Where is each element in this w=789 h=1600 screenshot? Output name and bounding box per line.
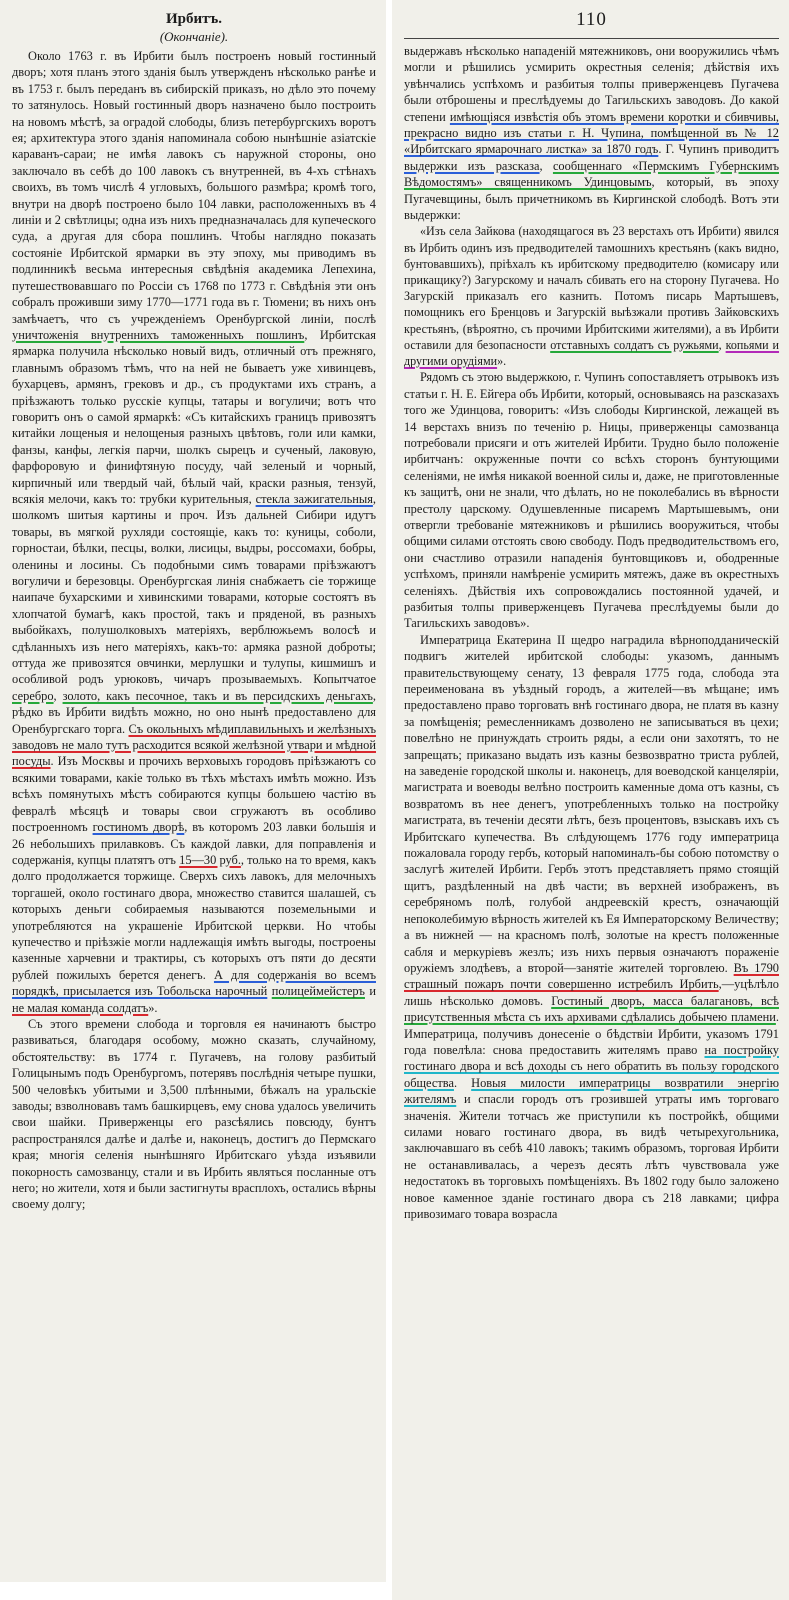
- paragraph-ekaterina: Императрица Екатерина II щедро наградила вѣрноподданическій подвигъ жителей ирбитской слободы: указомъ, даннымъ правительствующему сенату, 13 февраля 1775 года, слобода эта переименована въ уѣздный городъ, а жителей—въ мѣщане; имъ предоставлено право торговать внѣ гостинаго двора, не платя въ казну за помѣщенія; ремесленникамъ дозволено не записываться въ цехи; повелѣно не принуждать строить ряды, а если они захотятъ, то не запрещать; приказано выдать изъ казны безвозвратно триста рублей, на заведеніе городской школы и. наконецъ, для воеводской канцеляріи, магистрата и воеводы велѣно построить каменные дома отъ казны, съ возвратомъ въ нее денегъ, употребленныхъ только на постройку магистрата, въ теченіи десяти лѣтъ, безъ процентовъ, взыскавъ ихъ съ Ирбитскаго купечества. Въ слѣдующемъ 1776 году императрица пожаловала городу гербъ, который напоминалъ-бы собою потомству о заслугѣ жителей Ирбити. Гербъ этотъ представляетъ прямо стоящій щитъ, раздѣленный на двѣ части; въ верхней изображенъ, въ серебряномъ полѣ, голубой андреевскій крестъ, означающій непоколебимую вѣрность жителей къ Ея Императорскому Величеству; а въ нижней — на красномъ полѣ, золотые на крестъ положенные сабля и меркуріевъ жезлъ; изъ нихъ первыя означаютъ пораженіе оружіемъ злодѣевъ, а второй—занятіе жителей торговлею. Въ 1790 страшный пожаръ почти совершенно истребилъ Ирбить,—уцѣлѣло лишь нѣсколько домовъ. Гостиный дворъ, масса балагановъ, всѣ присутственныя мѣста съ ихъ архивами сдѣлались добычею пламени. Императрица, получивъ донесеніе о бѣдствіи Ирбити, указомъ 1791 года повелѣла: снова предоставить жителямъ право на постройку гостинаго двора и всѣ доходы съ него обратить въ пользу городского общества. Новыя милости императрицы возвратили энергію жителямъ и спасли городъ отъ грозившей утраты имъ торговаго значенія. Жители тотчасъ же приступили къ постройкѣ, общими силами новаго гостинаго двора, въ видѣ четырехугольника, заключавшаго въ себѣ 410 лавокъ; такимъ образомъ, торговая Ирбити не останавливалась, а черезъ десять лѣтъ чувствовала уже недостатокъ въ торговыхъ помѣщеніяхъ. Въ 1802 году было заложено новое каменное зданіе гостинаго двора съ 218 лавками; цифра привозимаго товара возрасла: [404, 632, 779, 1222]
- highlight-rebuild-rights: на постройку гостинаго двора и всѣ доходы съ него обратить въ пользу городского общества: [404, 1042, 779, 1090]
- highlight-customs-abolition: уничтоженія внутреннихъ таможенныхъ пошлинъ: [12, 327, 305, 342]
- highlight-order-keeping: А для содержанія во всемъ порядкѣ, присылается изъ Тобольска нарочный: [12, 967, 376, 999]
- paragraph-pugachev: Съ этого времени слобода и торговля ея начинаютъ быстро развиваться, благодаря особому, можно сказать, случайному, обстоятельству: въ 1774 г. Пугачевъ, на голову разбитый Голицынымъ подъ Оренбургомъ, потерявъ послѣднія четыре пушки, 500 человѣкъ убитыми и 3,500 плѣнными, бѣжалъ на уральскіе заводы; взволновавъ тамъ башкирцевъ, ему снова удалось увеличить свои шайки. Приверженцы его разсѣялись повсюду, бунтъ распространялся далѣе и далѣе и, наконецъ, достигъ до Пермскаго края; многія селенія нынѣшняго Ирбитскаго уѣзда изъявили покорность самозванцу, стали и въ Ирбить являться посланные отъ него; но жители, хотя и были застигнуты врасплохъ, остались вѣрны своему долгу;: [12, 1016, 376, 1212]
- highlight-gold: золото, какъ песочное, такъ и въ персидскихъ деньгахъ: [62, 688, 373, 703]
- highlight-fire-1790: Въ 1790 страшный пожаръ почти совершенно истребилъ Ирбить: [404, 960, 779, 992]
- highlight-burning-glasses: стекла зажигательныя: [255, 491, 373, 506]
- highlight-police-master: полицеймейстеръ: [271, 984, 365, 999]
- highlight-gostiny-dvor: гостиномъ дворѣ: [92, 820, 185, 835]
- article-title: Ирбитъ.: [165, 11, 222, 27]
- highlight-chupin-article: имѣющіяся извѣстія объ этомъ времени коротки и сбивчивы, прекрасно видно изъ статьи г. Н. Чупина, помѣщенной въ № 12 «Ирбитскаго ярмарочнаго листка» за 1870 годъ: [404, 109, 780, 157]
- highlight-excerpts: выдержки изъ разсказа: [404, 158, 540, 173]
- paragraph-zaikovo-quote: «Изъ села Зайкова (находящагося въ 23 верстахъ отъ Ирбити) явился въ Ирбить одинъ изъ предводителей тамошнихъ крестьянъ (какъ видно, бунтовавшихъ), пріѣхалъ къ ирбитскому предводителю (комисару или прикащику?) Загурскому и началъ сбивать его на сторону Пугачева. Но Загурскій приказалъ его казнить. Потомъ писарь Мартышевъ, помощникъ его Бренцовъ и Загурскій выѣзжали противъ Зайковскихъ крестьянъ, (вѣроятно, съ прочими Ирбитскими жителями), а въ Ирбити оставили для безопасности отставныхъ солдатъ съ ружьями, копьями и другими орудіями».: [404, 224, 780, 369]
- highlight-udintsov: сообщеннаго «Пермскимъ Губернскимъ Вѣдомостямъ» священникомъ Удинцовымъ: [404, 158, 779, 190]
- highlight-retired-soldiers: отставныхъ солдатъ съ ружьями: [550, 337, 719, 352]
- article-subtitle: (Окончаніе).: [159, 29, 229, 44]
- page-number: 110: [576, 9, 607, 30]
- right-page: [392, 0, 789, 1600]
- left-page: [0, 0, 386, 1582]
- paragraph-eiger: Рядомъ съ этою выдержкою, г. Чупинъ сопоставляетъ отрывокъ изъ статьи г. Н. Е. Ейгера объ Ирбити, который, основываясь на разсказахъ того же Удинцова, говоритъ: «Изъ слободы Киргинской, лежащей въ 14 верстахъ внизъ по теченію р. Ницы, приверженцы самозванца потребовали присяги и отъ жителей Ирбити. Трудно было положеніе ирбитчанъ: окруженные почти со всѣхъ сторонъ бунтующими селеніями, не имѣя никакой военной силы и, даже, не приготовленные къ защитѣ, они не знали, что дѣлать, но не поколебались въ вѣрности престолу царскому. Одушевленные писаремъ Мартышевымъ, они отвергли требованіе мятежниковъ и рѣшились вооружиться, чтобы общими силами отстоять свою свободу. Подъ предводительствомъ его, они счастливо отразили нападенія бунтовщиковъ и, ободренные успѣхомъ, приняли намѣреніе усмирить мятежъ, даже въ окрестныхъ селеніяхъ. Дѣйствія ихъ сопровождались постоянной удачей, и разбитыя толпы приверженцевъ Пугачева преслѣдуемы были до Тагильскихъ заводовъ».: [404, 370, 779, 631]
- paragraph-gostiny-dvor: Около 1763 г. въ Ирбити былъ построенъ новый гостинный дворъ; хотя планъ этого зданія былъ утвержденъ нѣсколько ранѣе и въ 1753 г. былъ переданъ въ сибирскій приказъ, но дѣло это почему то затянулось. Новый гостинный дворъ назначено было построить на новомъ мѣстѣ, за оградой слободы, близъ петербургскихъ воротъ ея; архитектура этого зданія напоминала собою нынѣшніе азіатскіе караванъ-сараи; не имѣя лавокъ съ наружной стороны, оно заключало въ себѣ до 100 лавокъ съ внутренней, въ 4-хъ стѣнахъ своихъ, въ томъ числѣ 4 угловыхъ, большого размѣра; кромѣ того, внутри на дворѣ построено было 104 лавки, расположенныхъ въ 4 линіи и 2 свѣтлицы; одна изъ нихъ предназначалась для купеческого суда, а другая для сбора пошлинъ. Чтобы наглядно показать состояніе Ирбитской ярмарки въ эту эпоху, мы приводимъ въ подлинникѣ весьма интересныя свѣдѣнія академика Лепехина, путешествовавшаго по Россіи съ 1768 по 1773 г. Свѣдѣнія эти онъ собралъ проживши зиму 1770—1771 года въ г. Тюмени; въ нихъ онъ замѣчаетъ, что съ учрежденіемъ Оренбургской линіи, послѣ уничтоженія внутреннихъ таможенныхъ пошлинъ, Ирбитская ярмарка получила нѣсколько новый видъ, отличный отъ прежняго, главнымъ образомъ тѣмъ, что на ней не бываетъ уже хивинцевъ, бухарцевъ, армянъ, грековъ и др., съ продуктами ихъ странъ, а пріѣзжаютъ только русскіе купцы, татары и вогуличи; вотъ что говоритъ онъ о самой ярмаркѣ: «Съ китайскихъ границъ привозятъ китайки лощеныя и нелощеныя разныхъ цвѣтовъ, голи или камки, фанзы, канфы, легкія парчи, шолкъ сырецъ и сученый, лаковую, фарфоровую и финифтяную посуду, чай зеленый и чорный, кирпичный или твердый чай, бѣлый чай, краски разныя, тензуй, всякія мелочи, какъ то: трубки курительныя, стекла зажигательныя, шолкомъ шитыя картины и проч. Изъ дальней Сибири идутъ товары, въ мягкой рухляди состоящіе, какъ то: куницы, соболи, горностаи, бѣлки, песцы, волки, лисицы, выдры, россомахи, бобры, оленины и лосины. Съ подобными симъ товарами пріѣзжаютъ вогуличи и березовцы. Оренбургская линія снабжаетъ сіе торжище наипаче бухарскими и хивинскими товарами, которые состоятъ въ хлопчатой бумагѣ, какъ простой, такъ и пряденой, въ разныхъ выбойкахъ, полушолковыхъ матеріяхъ, верблюжьемъ волосѣ и сдѣланныхъ изъ него матеріяхъ, какъ-то: армяка разной доброты; оттуда же привозятся овчинки, мерлушки и тулупы, кишмишъ и особливой родъ урюковъ, чичаръ прозываемыхъ. Копытчатое серебро, золото, какъ песочное, такъ и въ персидскихъ деньгахъ, рѣдко въ Ирбити видѣть можно, но оно нынѣ предоставлено для Оренбургскаго торга. Съ окольныхъ мѣдиплавильныхъ и желѣзныхъ заводовъ не мало тутъ расходится всякой желѣзной утвари и мѣдной посуды. Изъ Москвы и прочихъ верховыхъ городовъ пріѣзжаютъ со всякими товарами, какіе только въ тѣхъ мѣстахъ имѣть можно. Изъ всѣхъ помянутыхъ мѣстъ собираются купцы большею частію въ февралѣ мѣсяцѣ и товары свои сгружаютъ въ особливо построенномъ гостиномъ дворѣ, въ которомъ 203 лавки большія и 26 небольшихъ прилавковъ. Съ каждой лавки, для поправленія и содержанія, купцы платятъ отъ 15—30 руб., только на то время, какъ долго продолжается торжище. Сверхъ сихъ лавокъ, для мелочныхъ торгашей, около гостинаго двора, множество ставится шалашей, съ которыхъ деньги собираемыя называются поземельными и употребляются на украшеніе Ирбитской церкви. Но чтобы купечество и пріѣзжіе могли надлежащія имѣть выгоды, построены казенные харчевни и трактиры, съ которыхъ отъ пяти до десяти рублей пожилыхъ берется денегъ. А для содержанія во всемъ порядкѣ, присылается изъ Тобольска нарочный полицеймейстеръ и не малая команда солдатъ».: [12, 49, 377, 1015]
- paragraph-defense: выдержавъ нѣсколько нападеній мятежниковъ, они вооружились чѣмъ могли и рѣшились усмирить окрестныя селенія; дѣйствія ихъ увѣнчались успѣхомъ и разбитыя толпы приверженцевъ Пугачева были отброшены и преслѣдуемы до Тагильскихъ заводовъ. До какой степени имѣющіяся извѣстія объ этомъ времени коротки и сбивчивы, прекрасно видно изъ статьи г. Н. Чупина, помѣщенной въ № 12 «Ирбитскаго ярмарочнаго листка» за 1870 годъ. Г. Чупинъ приводитъ выдержки изъ разсказа, сообщеннаго «Пермскимъ Губернскимъ Вѣдомостямъ» священникомъ Удинцовымъ, который, въ эпоху Пугачевщины, былъ причетникомъ въ Киргинской слободѣ. Вотъ эти выдержки:: [404, 44, 780, 223]
- highlight-ironware: Съ окольныхъ мѣдиплавильныхъ и желѣзныхъ заводовъ не мало тутъ расходится всякой желѣзной утвари и мѣдной посуды: [12, 721, 376, 769]
- highlight-spears: копьями и другими орудіями: [404, 337, 780, 369]
- highlight-new-favors: Новыя милости императрицы возвратили энергію жителямъ: [404, 1075, 779, 1107]
- highlight-archives-burned: Гостиный дворъ, масса балагановъ, всѣ присутственныя мѣста съ ихъ архивами сдѣлались добычею пламени: [404, 993, 779, 1025]
- highlight-silver: серебро: [12, 688, 54, 703]
- highlight-rent-price: 15—30 руб.: [179, 852, 241, 867]
- highlight-soldiers: не малая команда солдатъ: [12, 1000, 149, 1015]
- header-rule: [404, 38, 779, 39]
